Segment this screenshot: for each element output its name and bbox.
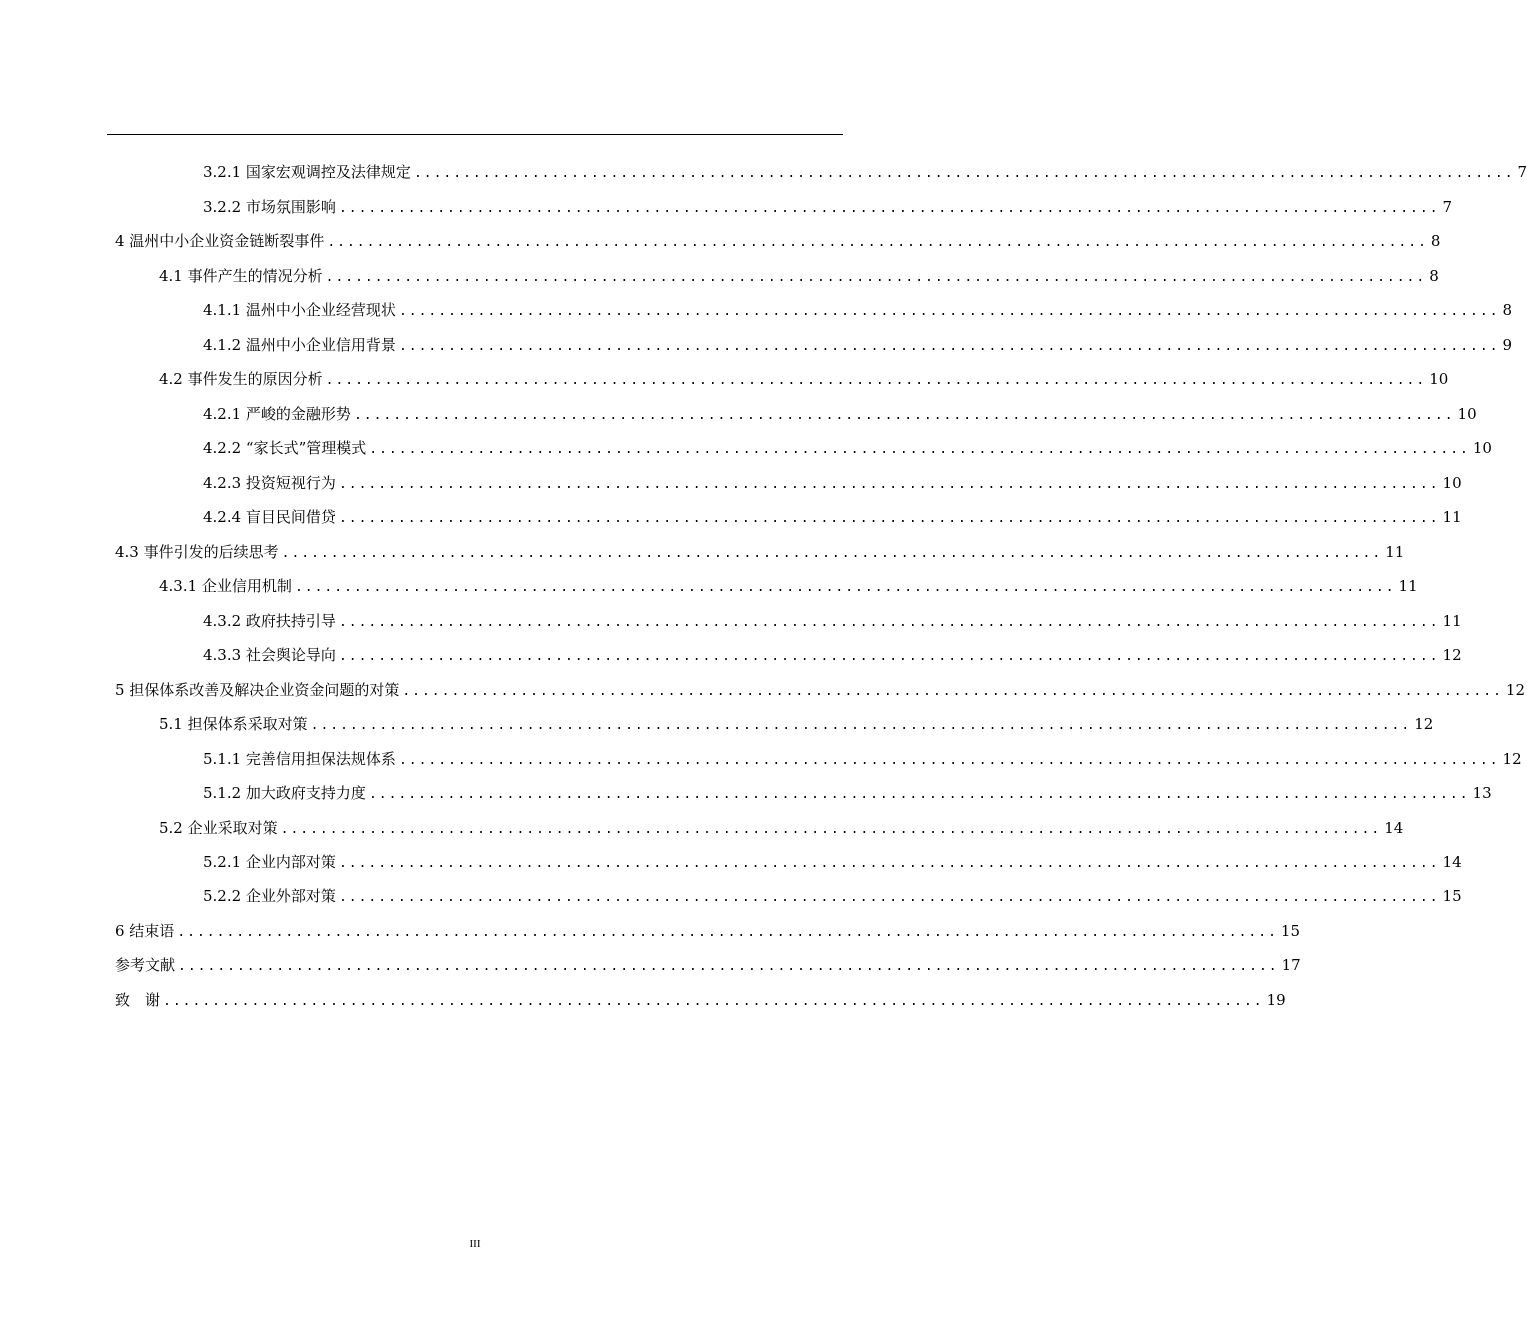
toc-entry-label: 5.1.1 完善信用担保法规体系 xyxy=(203,750,396,768)
toc-entry-label: 5.1 担保体系采取对策 xyxy=(159,715,308,733)
toc-leader-dots: ................................................................................................................ xyxy=(294,580,1396,595)
toc-entry-label: 4.3.1 企业信用机制 xyxy=(159,577,292,595)
toc-entry-page: 11 xyxy=(1442,612,1462,630)
toc-entry-label: 4.2.3 投资短视行为 xyxy=(203,474,336,492)
toc-entry-page: 10 xyxy=(1429,370,1449,388)
toc-entry[interactable] xyxy=(203,473,1462,493)
toc-entry-label: 4.1.2 温州中小企业信用背景 xyxy=(203,336,396,354)
toc-leader-dots: ................................................................................................................ xyxy=(338,890,1440,905)
toc-entry[interactable] xyxy=(115,542,1405,562)
toc-entry[interactable] xyxy=(203,611,1462,631)
toc-entry-label: 5.1.2 加大政府支持力度 xyxy=(203,784,366,802)
toc-entry[interactable] xyxy=(203,162,1527,182)
toc-entry-page: 17 xyxy=(1281,956,1301,974)
toc-entry-page: 11 xyxy=(1385,543,1405,561)
toc-entry[interactable] xyxy=(203,335,1513,355)
toc-entry-page: 12 xyxy=(1505,681,1526,699)
toc-entry[interactable] xyxy=(203,300,1513,320)
toc-leader-dots: ................................................................................................................ xyxy=(325,373,1427,388)
toc-leader-dots: ................................................................................................................ xyxy=(280,822,1382,837)
toc-entry-label: 6 结束语 xyxy=(115,922,175,940)
toc-entry-page: 7 xyxy=(1442,198,1453,216)
toc-leader-dots: ................................................................................................................ xyxy=(413,166,1515,181)
toc-leader-dots: ................................................................................................................ xyxy=(327,235,1428,250)
toc-leader-dots: ................................................................................................................ xyxy=(338,201,1440,216)
toc-entry-label: 5.2.2 企业外部对策 xyxy=(203,887,336,905)
toc-leader-dots: ................................................................................................................ xyxy=(163,994,1264,1009)
toc-entry[interactable] xyxy=(203,507,1462,527)
toc-entry[interactable] xyxy=(203,852,1462,872)
toc-entry-page: 13 xyxy=(1472,784,1492,802)
toc-entry[interactable] xyxy=(159,369,1449,389)
toc-entry[interactable] xyxy=(159,576,1418,596)
toc-entry-label: 4.3 事件引发的后续思考 xyxy=(115,543,279,561)
toc-leader-dots: ................................................................................................................ xyxy=(310,718,1412,733)
toc-leader-dots: ................................................................................................................ xyxy=(398,339,1500,354)
toc-entry-label: 3.2.1 国家宏观调控及法律规定 xyxy=(203,163,411,181)
toc-entry-page: 12 xyxy=(1442,646,1462,664)
toc-entry[interactable] xyxy=(203,886,1462,906)
toc-entry-label: 3.2.2 市场氛围影响 xyxy=(203,198,336,216)
toc-entry[interactable] xyxy=(115,921,1300,941)
toc-entry-label: 4 温州中小企业资金链断裂事件 xyxy=(115,232,325,250)
toc-entry-page: 11 xyxy=(1398,577,1418,595)
toc-entry[interactable] xyxy=(115,990,1286,1010)
toc-leader-dots: ................................................................................................................ xyxy=(338,856,1440,871)
toc-entry[interactable] xyxy=(115,231,1441,251)
toc-entry-page: 8 xyxy=(1502,301,1513,319)
toc-entry-label: 4.2.1 严峻的金融形势 xyxy=(203,405,351,423)
toc-leader-dots: ................................................................................................................ xyxy=(368,787,1470,802)
toc-leader-dots: ................................................................................................................ xyxy=(398,304,1500,319)
toc-entry-page: 10 xyxy=(1457,405,1477,423)
toc-entry-label: 5.2 企业采取对策 xyxy=(159,819,278,837)
toc-entry[interactable] xyxy=(203,645,1462,665)
toc-entry-page: 9 xyxy=(1502,336,1513,354)
toc-entry[interactable] xyxy=(159,266,1439,286)
toc-entry-page: 12 xyxy=(1414,715,1434,733)
toc-entry-label: 5.2.1 企业内部对策 xyxy=(203,853,336,871)
toc-leader-dots: ................................................................................................................ xyxy=(338,649,1440,664)
toc-leader-dots: ................................................................................................................ xyxy=(177,925,1278,940)
toc-leader-dots: ................................................................................................................ xyxy=(398,753,1500,768)
toc-entry-page: 14 xyxy=(1442,853,1462,871)
toc-entry-label: 4.2.2 “家长式”管理模式 xyxy=(203,439,367,457)
toc-entry-label: 4.3.2 政府扶持引导 xyxy=(203,612,336,630)
toc-leader-dots: ................................................................................................................ xyxy=(338,615,1440,630)
toc-leader-dots: ................................................................................................................ xyxy=(338,511,1440,526)
header-rule xyxy=(107,134,843,135)
toc-leader-dots: ................................................................................................................ xyxy=(281,546,1383,561)
toc-entry-page: 10 xyxy=(1472,439,1492,457)
toc-entry[interactable] xyxy=(203,438,1492,458)
toc-entry[interactable] xyxy=(203,404,1477,424)
toc-leader-dots: ................................................................................................................ xyxy=(325,270,1427,285)
toc-entry[interactable] xyxy=(159,818,1404,838)
toc-entry-label: 4.2.4 盲目民间借贷 xyxy=(203,508,336,526)
toc-entry-label: 5 担保体系改善及解决企业资金问题的对策 xyxy=(115,681,400,699)
toc-entry-page: 19 xyxy=(1266,991,1286,1009)
toc-entry-page: 10 xyxy=(1442,474,1462,492)
toc-entry-label: 4.3.3 社会舆论导向 xyxy=(203,646,336,664)
toc-entry-page: 7 xyxy=(1517,163,1527,181)
toc-entry[interactable] xyxy=(203,197,1453,217)
toc-entry-page: 15 xyxy=(1280,922,1300,940)
page-number: III xyxy=(469,1238,481,1250)
toc-entry-page: 12 xyxy=(1502,750,1522,768)
toc-entry[interactable] xyxy=(115,680,1526,700)
toc-leader-dots: ................................................................................................................ xyxy=(353,408,1455,423)
toc-leader-dots: ................................................................................................................ xyxy=(402,684,1503,699)
toc-entry-label: 致 谢 xyxy=(115,991,161,1009)
toc-entry-label: 4.1.1 温州中小企业经营现状 xyxy=(203,301,396,319)
toc-entry-page: 15 xyxy=(1442,887,1462,905)
toc-entry[interactable] xyxy=(203,749,1522,769)
toc-entry-label: 4.1 事件产生的情况分析 xyxy=(159,267,323,285)
toc-entry-label: 4.2 事件发生的原因分析 xyxy=(159,370,323,388)
toc-entry-page: 8 xyxy=(1430,232,1441,250)
toc-entry-page: 14 xyxy=(1384,819,1404,837)
toc-entry-page: 8 xyxy=(1429,267,1439,285)
toc-entry-page: 11 xyxy=(1442,508,1462,526)
toc-entry[interactable] xyxy=(115,955,1301,975)
toc-entry-label: 参考文献 xyxy=(115,956,176,974)
toc-entry[interactable] xyxy=(203,783,1492,803)
toc-entry[interactable] xyxy=(159,714,1434,734)
toc-leader-dots: ................................................................................................................ xyxy=(338,477,1440,492)
toc-leader-dots: ................................................................................................................ xyxy=(178,959,1279,974)
toc-leader-dots: ................................................................................................................ xyxy=(369,442,1470,457)
